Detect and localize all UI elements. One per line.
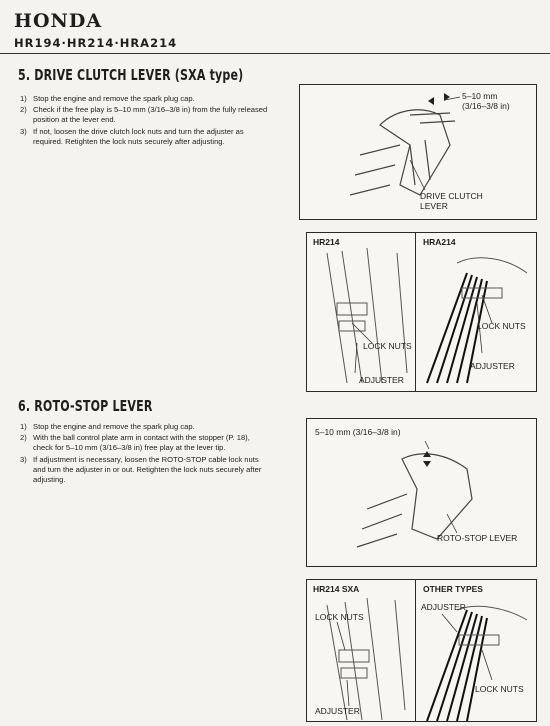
freeplay-label: 5–10 mm xyxy=(462,91,498,101)
hra214-title: HRA214 xyxy=(423,237,456,247)
roto-stop-freeplay-label: 5–10 mm (3/16–3/8 in) xyxy=(315,427,401,437)
hra214-lock-nuts-label: LOCK NUTS xyxy=(477,321,526,331)
section-6-title: 6. ROTO-STOP LEVER xyxy=(18,397,153,415)
model-list: HR194·HR214·HRA214 xyxy=(14,36,178,50)
hr214-sxa-adjuster-label: ADJUSTER xyxy=(315,706,360,716)
brand-logo: HONDA xyxy=(14,10,103,32)
hr214-sxa-lock-nuts-label: LOCK NUTS xyxy=(315,612,364,622)
step-item: 1) Stop the engine and remove the spark plug cap. xyxy=(20,422,195,431)
step-item: 2) With the ball control plate arm in contact with the stopper (P. 18), check for 5–10 mm (3/16–3/8 in) free play at the lever tip. xyxy=(20,433,250,453)
hra214-adjuster-label: ADJUSTER xyxy=(470,361,515,371)
step-item: 2) Check if the free play is 5–10 mm (3/16–3/8 in) from the fully released position at the lever end. xyxy=(20,105,268,125)
section-5-title: 5. DRIVE CLUTCH LEVER (SXA type) xyxy=(18,66,244,84)
drive-clutch-lever-figure xyxy=(299,84,537,220)
roto-stop-lever-label: ROTO-STOP LEVER xyxy=(437,533,518,543)
other-types-title: OTHER TYPES xyxy=(423,584,483,594)
clutch-adjuster-figure xyxy=(306,232,537,392)
header-rule xyxy=(0,53,550,54)
freeplay-inch-label: (3/16–3/8 in) xyxy=(462,101,510,111)
other-types-adjuster-label: ADJUSTER xyxy=(421,602,466,612)
roto-stop-adjuster-figure xyxy=(306,579,537,722)
section-6-steps xyxy=(20,422,270,486)
roto-stop-lever-figure xyxy=(306,418,537,567)
hr214-adjuster-label: ADJUSTER xyxy=(359,375,404,385)
hr214-sxa-title: HR214 SXA xyxy=(313,584,360,594)
step-item: 3) If adjustment is necessary, loosen the ROTO-STOP cable lock nuts and turn the adjuster in or out. Retighten the lock nuts securely after adjusting. xyxy=(20,454,262,485)
section-5-steps xyxy=(20,94,270,148)
drive-clutch-lever-label-2: LEVER xyxy=(420,201,448,211)
roto-stop-lever-illustration xyxy=(307,419,536,566)
hr214-lock-nuts-label: LOCK NUTS xyxy=(363,341,412,351)
other-types-lock-nuts-label: LOCK NUTS xyxy=(475,684,524,694)
step-item: 3) If not, loosen the drive clutch lock nuts and turn the adjuster as required. Retighten the lock nuts securely after adjusting. xyxy=(20,126,244,146)
hr214-title: HR214 xyxy=(313,237,340,247)
drive-clutch-lever-label: DRIVE CLUTCH xyxy=(420,191,483,201)
step-item: 1) Stop the engine and remove the spark plug cap. xyxy=(20,94,195,103)
